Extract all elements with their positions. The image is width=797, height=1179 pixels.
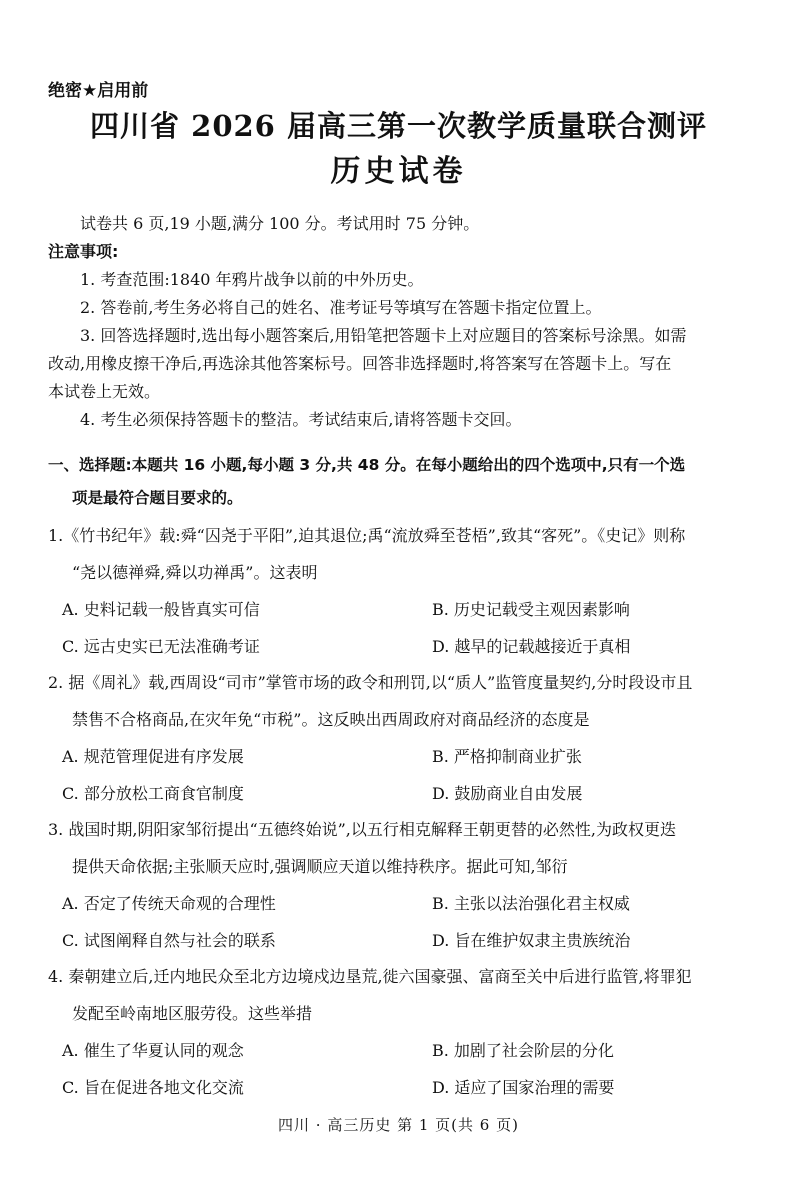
- question-4-option-c: C. 旨在促进各地文化交流: [62, 1078, 244, 1097]
- question-2-stem-line-2: 禁售不合格商品,在灾年免“市税”。这反映出西周政府对商品经济的态度是: [72, 710, 590, 729]
- question-4-option-b: B. 加剧了社会阶层的分化: [432, 1041, 614, 1060]
- question-3-option-c: C. 试图阐释自然与社会的联系: [62, 931, 276, 950]
- question-3-stem-line-1: 3. 战国时期,阴阳家邹衍提出“五德终始说”,以五行相克解释王朝更替的必然性,为政权更迭: [48, 820, 676, 839]
- question-1-option-a: A. 史料记载一般皆真实可信: [62, 600, 260, 619]
- question-3-option-a: A. 否定了传统天命观的合理性: [62, 894, 276, 913]
- question-2-option-a: A. 规范管理促进有序发展: [62, 747, 244, 766]
- question-2-option-d: D. 鼓励商业自由发展: [432, 784, 583, 803]
- exam-subject-title: 历史试卷: [330, 154, 467, 189]
- note-item-1: 1. 考查范围:1840 年鸦片战争以前的中外历史。: [80, 270, 424, 289]
- note-item-2: 2. 答卷前,考生务必将自己的姓名、准考证号等填写在答题卡指定位置上。: [80, 298, 602, 317]
- exam-title: 四川省 2026 届高三第一次教学质量联合测评: [90, 109, 707, 143]
- question-2-stem-line-1: 2. 据《周礼》载,西周设“司市”掌管市场的政令和刑罚,以“质人”监管度量契约,分时段设市且: [48, 673, 693, 692]
- note-item-4: 4. 考生必须保持答题卡的整洁。考试结束后,请将答题卡交回。: [80, 410, 522, 429]
- note-item-3-line-3: 本试卷上无效。: [48, 382, 161, 401]
- question-4-option-d: D. 适应了国家治理的需要: [432, 1078, 615, 1097]
- question-1-stem-line-1: 1.《竹书纪年》载:舜“囚尧于平阳”,迫其退位;禹“流放舜至苍梧”,致其“客死”。《史记》则称: [48, 526, 686, 545]
- question-4-option-a: A. 催生了华夏认同的观念: [62, 1041, 244, 1060]
- section-heading-line-2: 项是最符合题目要求的。: [72, 489, 243, 507]
- question-3-option-b: B. 主张以法治强化君主权威: [432, 894, 630, 913]
- question-4-stem-line-2: 发配至岭南地区服劳役。这些举措: [72, 1004, 313, 1023]
- question-1-stem-line-2: “尧以德禅舜,舜以功禅禹”。这表明: [72, 563, 318, 582]
- question-1-option-d: D. 越早的记载越接近于真相: [432, 637, 631, 656]
- question-1-option-c: C. 远古史实已无法准确考证: [62, 637, 260, 656]
- page-footer: 四川 · 高三历史 第 1 页(共 6 页): [278, 1116, 519, 1134]
- note-item-3-line-1: 3. 回答选择题时,选出每小题答案后,用铅笔把答题卡上对应题目的答案标号涂黑。如需: [80, 326, 687, 345]
- question-3-option-d: D. 旨在维护奴隶主贵族统治: [432, 931, 631, 950]
- question-2-option-b: B. 严格抑制商业扩张: [432, 747, 582, 766]
- notes-heading: 注意事项:: [48, 242, 119, 261]
- question-1-option-b: B. 历史记载受主观因素影响: [432, 600, 630, 619]
- section-heading-line-1: 一、选择题:本题共 16 小题,每小题 3 分,共 48 分。在每小题给出的四个选项中,只有一个选: [48, 456, 686, 474]
- confidential-mark: 绝密★启用前: [48, 81, 149, 101]
- exam-info: 试卷共 6 页,19 小题,满分 100 分。考试用时 75 分钟。: [80, 214, 480, 233]
- question-3-stem-line-2: 提供天命依据;主张顺天应时,强调顺应天道以维持秩序。据此可知,邹衍: [72, 857, 568, 876]
- note-item-3-line-2: 改动,用橡皮擦干净后,再选涂其他答案标号。回答非选择题时,将答案写在答题卡上。写在: [48, 354, 672, 373]
- question-4-stem-line-1: 4. 秦朝建立后,迁内地民众至北方边境戍边垦荒,徙六国豪强、富商至关中后进行监管,将罪犯: [48, 967, 692, 986]
- question-2-option-c: C. 部分放松工商食官制度: [62, 784, 244, 803]
